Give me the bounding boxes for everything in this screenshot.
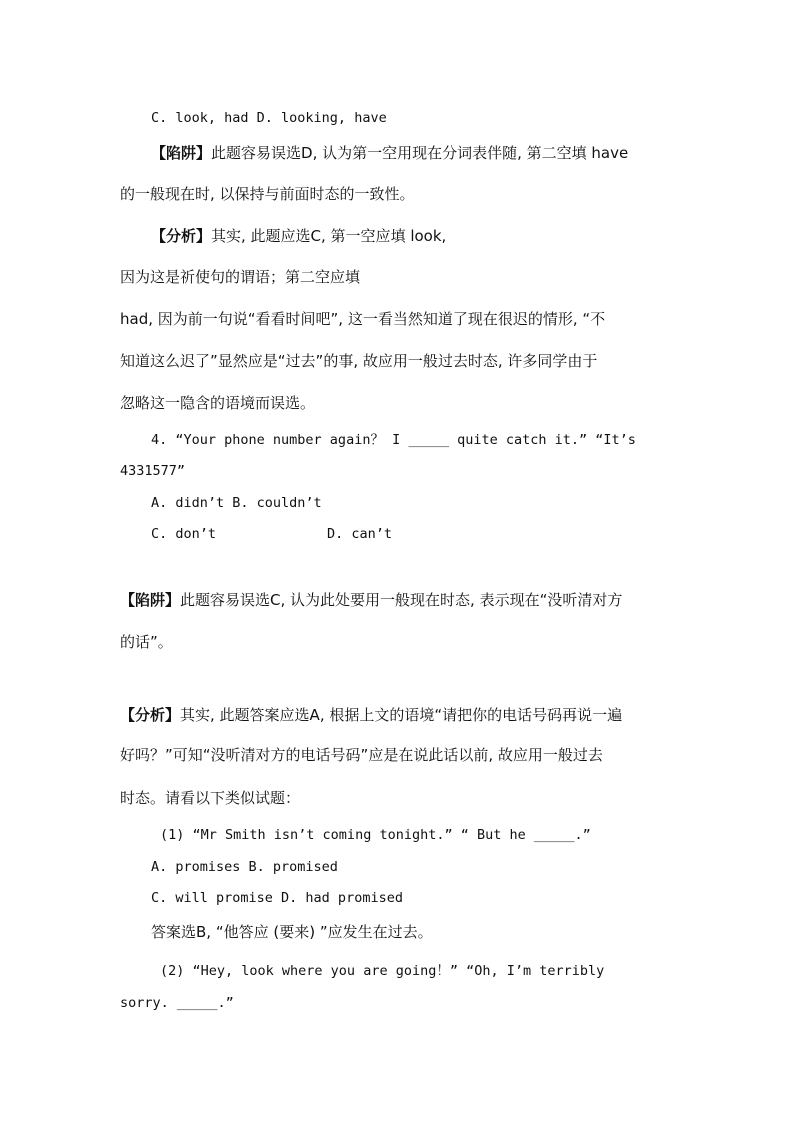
q3-analysis-line-1	[151, 226, 446, 247]
q4-stem-line-1: 4. “Your phone number again？ I _____ quite catch it.” “It’s	[151, 432, 636, 448]
q3-analysis-line-3: had, 因为前一句说“看看时间吧”, 这一看当然知道了现在很迟的情形, “不	[120, 310, 606, 328]
q3-trap-line-2: 的一般现在时, 以保持与前面时态的一致性。	[120, 185, 415, 203]
q4-options-ab: A. didn’t B. couldn’t	[151, 495, 322, 511]
trap-text: 此题容易误选C, 认为此处要用一般现在时态, 表示现在“没听清对方	[180, 591, 623, 609]
q3-analysis-line-4: 知道这么迟了”显然应是“过去”的事, 故应用一般过去时态, 许多同学由于	[120, 352, 598, 370]
q3-options-cd: C. look, had D. looking, have	[151, 110, 387, 126]
q4-analysis-line-1	[120, 705, 622, 726]
q4-analysis-line-2: 好吗？”可知“没听清对方的电话号码”应是在说此话以前, 故应用一般过去	[120, 746, 603, 764]
analysis-text: 其实, 此题答案应选A, 根据上文的语境“请把你的电话号码再说一遍	[180, 706, 623, 724]
q4-stem-line-2: 4331577”	[120, 463, 186, 479]
similar-2-stem-line-1: (2) “Hey, look where you are going！” “Oh, I’m terribly	[160, 963, 605, 979]
similar-1-options-ab: A. promises B. promised	[151, 859, 338, 875]
q3-analysis-line-5: 忽略这一隐含的语境而误选。	[120, 394, 316, 412]
q3-trap-line-1	[151, 143, 628, 164]
q4-option-c: C. don’t	[151, 526, 217, 542]
trap-text: 此题容易误选D, 认为第一空用现在分词表伴随, 第二空填 have	[211, 144, 629, 162]
similar-1-stem: (1) “Mr Smith isn’t coming tonight.” “ But he _____.”	[160, 827, 591, 843]
analysis-tag: 【分析】	[151, 227, 212, 245]
q4-option-d: D. can’t	[327, 526, 393, 542]
similar-2-stem-line-2: sorry. _____.”	[120, 995, 234, 1011]
analysis-tag: 【分析】	[120, 706, 181, 724]
q4-trap-line-2: 的话”。	[120, 633, 173, 651]
q3-analysis-line-2: 因为这是祈使句的谓语；第二空应填	[120, 268, 361, 286]
similar-1-answer: 答案选B, “他答应 (要来) ”应发生在过去。	[151, 923, 433, 941]
trap-tag: 【陷阱】	[120, 591, 181, 609]
q4-analysis-line-3: 时态。请看以下类似试题：	[120, 789, 301, 807]
q4-trap-line-1	[120, 590, 622, 611]
trap-tag: 【陷阱】	[151, 144, 212, 162]
analysis-text: 其实, 此题应选C, 第一空应填 look,	[211, 227, 447, 245]
similar-1-options-cd: C. will promise D. had promised	[151, 890, 403, 906]
